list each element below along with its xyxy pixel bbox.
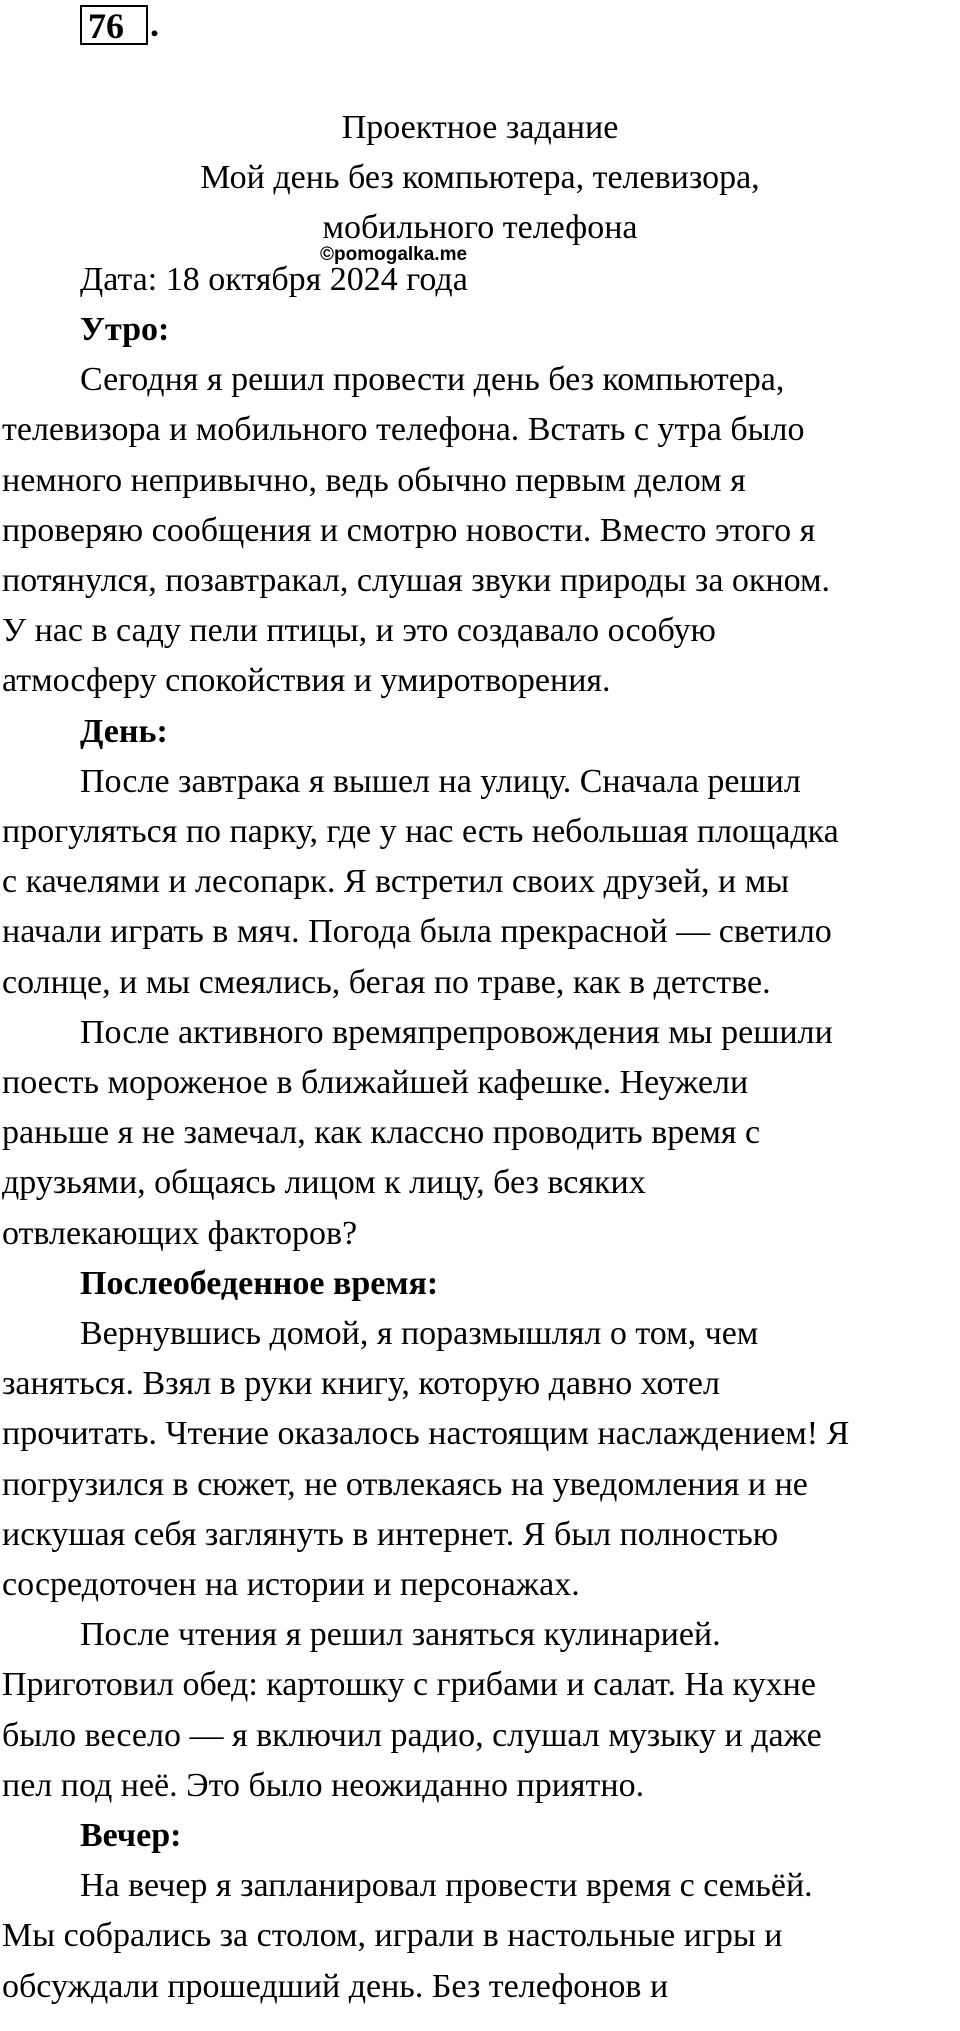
assignment-kind: Проектное задание xyxy=(341,109,619,146)
date-line: Дата: 18 октября 2024 года xyxy=(80,261,468,298)
section-heading: Утро: xyxy=(80,311,170,348)
watermark: ©pomogalka.me xyxy=(320,244,468,265)
text-line: друзьями, общаясь лицом к лицу, без всяких xyxy=(2,1164,646,1202)
task-number: 76 xyxy=(80,5,148,45)
text-line: Приготовил обед: картошку с грибами и салат. На кухне xyxy=(2,1666,816,1704)
text-line: После активного времяпрепровождения мы решили xyxy=(80,1013,833,1051)
text-line: потянулся, позавтракал, слушая звуки природы за окном. xyxy=(2,562,831,599)
text-line: Мы собрались за столом, играли в настольные игры и xyxy=(2,1917,783,1955)
text-line: Вернувшись домой, я поразмышлял о том, чем xyxy=(80,1315,759,1352)
section-heading: Вечер: xyxy=(80,1817,182,1854)
text-line: погрузился в сюжет, не отвлекаясь на уведомления и не xyxy=(2,1465,808,1503)
text-line: прочитать. Чтение оказалось настоящим наслаждением! Я xyxy=(2,1415,850,1453)
text-line: У нас в саду пели птицы, и это создавало особую xyxy=(2,612,716,650)
text-line: заняться. Взял в руки книгу, которую давно хотел xyxy=(2,1365,720,1403)
text-line: После завтрака я вышел на улицу. Сначала решил xyxy=(80,762,801,800)
text-line: солнце, и мы смеялись, бегая по траве, как в детстве. xyxy=(2,963,771,1001)
text-line: раньше я не замечал, как классно проводить время с xyxy=(2,1114,761,1152)
text-line: После чтения я решил заняться кулинарией. xyxy=(80,1616,721,1654)
text-line: отвлекающих факторов? xyxy=(2,1214,358,1252)
text-line: На вечер я запланировал провести время с семьёй. xyxy=(80,1867,813,1905)
text-line: телевизора и мобильного телефона. Встать с утра было xyxy=(2,411,805,449)
text-line: Сегодня я решил провести день без компьютера, xyxy=(80,361,785,399)
text-line: прогуляться по парку, где у нас есть небольшая площадка xyxy=(2,813,839,850)
section-heading: День: xyxy=(80,712,168,750)
assignment-title-line-1: Мой день без компьютера, телевизора, xyxy=(200,159,760,196)
text-line: атмосферу спокойствия и умиротворения. xyxy=(2,662,611,700)
text-line: обсуждали прошедший день. Без телефонов и xyxy=(2,1967,669,2005)
section-heading: Послеобеденное время: xyxy=(80,1264,439,1302)
text-line: пел под неё. Это было неожиданно приятно. xyxy=(2,1766,645,1804)
assignment-title-line-2: мобильного телефона xyxy=(322,209,638,246)
text-line: было весело — я включил радио, слушал музыку и даже xyxy=(2,1716,822,1754)
text-line: проверяю сообщения и смотрю новости. Вместо этого я xyxy=(2,511,816,549)
text-line: искушая себя заглянуть в интернет. Я был полностью xyxy=(2,1515,779,1553)
text-line: с качелями и лесопарк. Я встретил своих друзей, и мы xyxy=(2,863,790,901)
text-line: сосредоточен на истории и персонажах. xyxy=(2,1566,580,1603)
text-line: немного непривычно, ведь обычно первым делом я xyxy=(2,461,746,499)
task-number-dot: . xyxy=(150,4,159,44)
text-line: поесть мороженое в ближайшей кафешке. Неужели xyxy=(2,1064,749,1101)
text-line: начали играть в мяч. Погода была прекрасной — светило xyxy=(2,913,832,951)
